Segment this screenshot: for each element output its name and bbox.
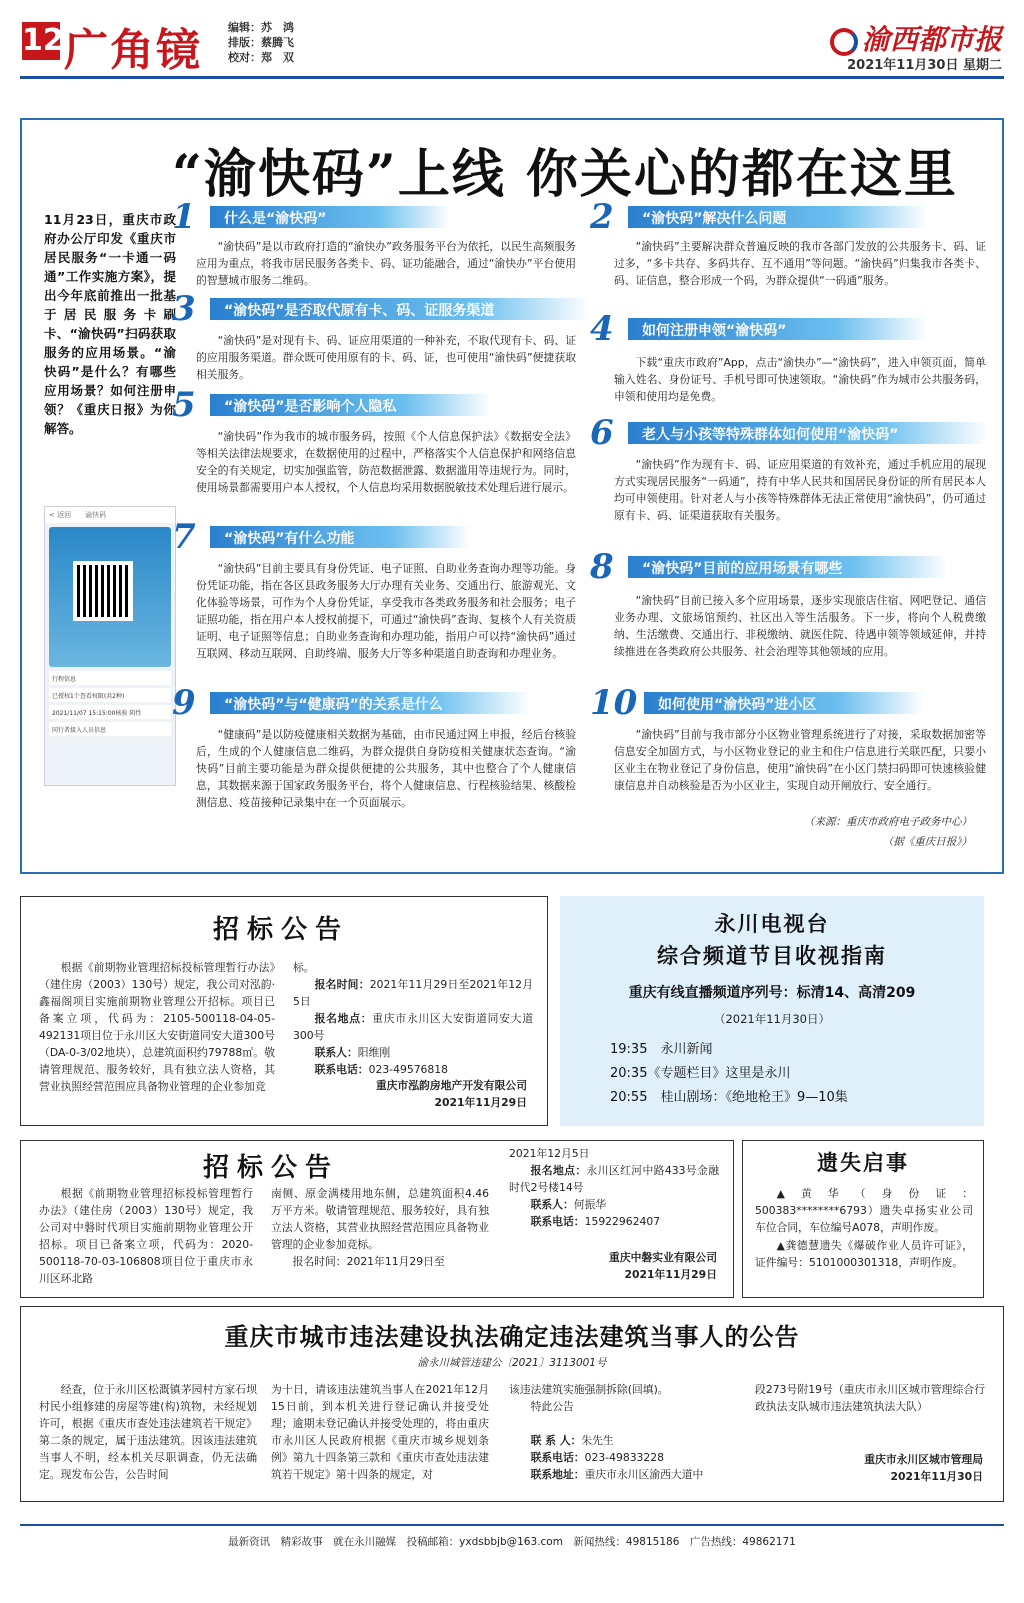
question-number: 5	[172, 385, 196, 425]
registration-place: 重庆市永川区大安街道同安大道300号	[293, 1012, 534, 1042]
tv-title: 永川电视台	[714, 912, 830, 936]
question-1	[172, 197, 450, 237]
question-7	[172, 517, 470, 557]
answer-10: “渝快码”目前与我市部分小区物业管理系统进行了对接，采取数据加密等信息安全加固方式，与小区物业登记的业主和住户信息进行关联匹配，只要小区业主在物业登记了身份信息，使用“渝快码”在小区门禁扫码即可快速核验健康信息并自动核验是否为小区业主，实现自动开闸放行、安全通行。	[614, 728, 986, 792]
tender-signature	[376, 1077, 527, 1111]
question-5	[172, 385, 490, 425]
qr-code-icon	[73, 561, 133, 621]
question-6	[590, 413, 988, 453]
question-4	[590, 309, 928, 349]
answer-5: “渝快码”作为我市的城市服务码，按照《个人信息保护法》《数据安全法》等相关法律法规要求，在数据使用的过程中，严格落实个人信息保护和网络信息安全的有关规定，切实加强监管，防范数据泄露、数据滥用等违规行为。同时，使用场景都需要用户本人授权，个人信息均采用数据脱敏技术处理后进行展示。	[196, 430, 576, 494]
tv-program: 19:35 永川新闻	[610, 1042, 713, 1057]
answer-3: “渝快码”是对现有卡、码、证应用渠道的一种补充，不取代现有卡、码、证的应用服务渠道。群众既可使用原有的卡、码、证，也可使用“渝快码”便捷获取相关服务。	[196, 334, 576, 381]
answer-1: “渝快码”是以市政府打造的“渝快办”政务服务平台为依托，以民生高频服务应用为重点，将我市居民服务各类卡、码、证功能融合，通过“渝快办”平台使用的智慧城市服务二维码。	[196, 240, 576, 287]
tender-body-cont	[271, 1185, 489, 1270]
question-text: “渝快码”解决什么问题	[628, 206, 928, 228]
contact-name: 朱先生	[581, 1434, 614, 1447]
footer-info: 最新资讯 精彩故事 就在永川融媒 投稿邮箱：yxdsbbjb@163.com 新闻热线：49815186 广告热线：49862171	[228, 1536, 796, 1548]
question-3	[172, 289, 590, 329]
source-credit: （据《重庆日报》）	[882, 836, 972, 848]
contact-name: 何振华	[573, 1198, 607, 1211]
page-number: 12	[22, 23, 64, 58]
feature-article	[20, 118, 1004, 874]
question-number: 4	[590, 309, 614, 349]
tender-title: 招标公告	[213, 915, 350, 945]
notice-date: 2021年11月30日	[890, 1470, 983, 1483]
app-header	[45, 507, 175, 523]
tv-subtitle: 综合频道节目收视指南	[657, 944, 887, 968]
tv-guide	[560, 896, 984, 1126]
answer-9: “健康码”是以防疫健康相关数据为基础，由市民通过网上申报，经后台核验后，生成的个人健康信息二维码，为群众提供自身防疫相关健康状态查询。“渝快码”目前主要功能是为群众提供便捷的公共服务，其中也整合了个人健康信息，其数据来源于国家政务服务平台，将个人健康信息、行程核验结果、核酸检测信息、疫苗接种记录集中在一个页面展示。	[196, 728, 576, 809]
tender-body-2: 南侧、原金满楼用地东侧，总建筑面积4.46万平方米。敬请管理规范、服务较好，具有独立法人资格，其营业执照经营范围应具备物业管理的企业参加竞标。	[271, 1187, 489, 1251]
header-rule	[20, 76, 1004, 79]
tender-body: 根据《前期物业管理招标投标管理暂行办法》（建住房（2003）130号）规定，我公司对中磐时代项目实施前期物业管理公开招标。项目已备案立项，代码为：2020-500118-70-03-106808项目位于重庆市永川区环北路	[39, 1187, 253, 1285]
notice-body-cont: 为十日，请该违法建筑当事人在2021年12月15日前，到本机关进行登记确认并接受处理；逾期未登记确认并接受处理的，将由重庆市永川区人民政府根据《重庆市城乡规划条例》第九十四条第三款和《重庆市查处违法建筑若干规定》第十四条的规定，对	[271, 1383, 489, 1481]
question-number: 8	[590, 547, 614, 587]
place-label: 报名地点：	[314, 1012, 373, 1025]
contact-name: 阳维刚	[357, 1046, 391, 1059]
question-10	[590, 683, 924, 723]
answer-2: “渝快码”主要解决群众普遍反映的我市各部门发放的公共服务卡、码、证过多，“多卡共存、多码共存、互不通用”等问题。“渝快码”归集我市各类卡、码、证信息，整合形成一个码，为群众提供“一码通”服务。	[614, 240, 986, 287]
question-text: “渝快码”目前的应用场景有哪些	[628, 556, 948, 578]
question-2	[590, 197, 928, 237]
contact-label: 联系人：	[530, 1198, 574, 1211]
lost-notice	[742, 1140, 984, 1298]
question-text: 如何使用“渝快码”进小区	[644, 692, 924, 714]
feature-intro: 11月23日，重庆市政府办公厅印发《重庆市居民服务“一卡通一码通”工作实施方案》，提出今年底前推出一批基于居民服务卡刷卡、“渝快码”扫码获取服务的应用场景。“渝快码”是什么？有哪些应用场景？如何注册申领？《重庆日报》为你解答。	[44, 212, 176, 436]
question-text: 什么是“渝快码”	[210, 206, 450, 228]
answer-6: “渝快码”作为现有卡、码、证应用渠道的有效补充，通过手机应用的展现方式实现居民服务“一码通”，持有中华人民共和国居民身份证的所有居民本人均可申领使用。针对老人与小孩等特殊群体无法正常使用“渝快码”，仍可通过原有卡、码、证渠道获取有关服务。	[614, 458, 986, 522]
question-number: 2	[590, 197, 614, 237]
app-row: 同行者接入人员信息	[49, 722, 171, 736]
org-name: 重庆市永川区城市管理局	[864, 1453, 983, 1466]
company-name: 重庆市泓韵房地产开发有限公司	[375, 1079, 527, 1092]
app-row: 行程信息	[49, 671, 171, 685]
company-name: 重庆中磐实业有限公司	[609, 1251, 717, 1264]
contact-label: 联 系 人：	[530, 1434, 582, 1447]
registration-time: 2021年11月29日至2021年12月5日	[293, 978, 533, 1008]
question-number: 9	[172, 683, 196, 723]
app-row: 已授权1个查看权限(共2种)	[49, 688, 171, 702]
contact-address: 重庆市永川区渝西大道中	[584, 1468, 704, 1481]
contact-phone: 023-49833228	[584, 1451, 665, 1464]
tv-date: （2021年11月30日）	[713, 1012, 831, 1026]
notice-address-cont: 段273号附19号（重庆市永川区城市管理综合行政执法支队城市违法建筑执法大队）	[755, 1383, 985, 1413]
question-number: 1	[172, 197, 196, 237]
question-text: 老人与小孩等特殊群体如何使用“渝快码”	[628, 422, 988, 444]
tv-channel: 重庆有线直播频道序列号：标清14、高清209	[628, 985, 916, 1001]
place-label: 报名地点：	[530, 1164, 587, 1177]
notice-title: 重庆市城市违法建设执法确定违法建筑当事人的公告	[224, 1322, 800, 1351]
time-label: 报名时间：	[314, 978, 370, 991]
app-qr-card	[49, 527, 171, 667]
app-title: 渝快码	[85, 511, 107, 519]
issue-date: 2021年11月30日 星期二	[847, 58, 1002, 73]
question-number: 7	[172, 517, 196, 557]
tv-program: 20:55 桂山剧场：《绝地枪王》9—10集	[610, 1090, 848, 1105]
question-number: 3	[172, 289, 196, 329]
contact-phone: 023-49576818	[368, 1063, 449, 1076]
source-credit: （来源：重庆市政府电子政务中心）	[804, 816, 972, 828]
editor-credits	[228, 20, 294, 65]
address-label: 联系地址：	[530, 1468, 585, 1481]
layout-line: 排版：蔡腾飞	[228, 36, 294, 49]
notice-body: 经查，位于永川区松溉镇茅园村方家石坝村民小组修建的房屋等建(构)筑物，未经规划许可，根据《重庆市查处违法建筑若干规定》第二条的规定，属于违法建筑。因该违法建筑当事人不明，经本机关尽职调查，仍无法确定。现发布公告，公告时间	[39, 1383, 257, 1481]
notice-date: 2021年11月29日	[624, 1268, 717, 1281]
registration-place: 永川区红河中路433号金融时代2号楼14号	[509, 1164, 720, 1194]
app-back: < 返回	[49, 511, 72, 519]
question-text: “渝快码”有什么功能	[210, 526, 470, 548]
tender-body: 根据《前期物业管理招标投标管理暂行办法》（建住房（2003）130号）规定，我公司对泓韵·鑫福阁项目实施前期物业管理公开招标。项目已备案立项，代码为：2105-500118-04-05-492131项目位于永川区大安街道同安大道300号（DA-0-3/02地块），总建筑面积约79788㎡。敬请管理规范、服务较好，具有独立法人资格，其营业执照经营范围应具备物业管理的企业参加竞	[39, 961, 275, 1093]
tender-details	[293, 959, 533, 1078]
footer-rule	[20, 1524, 1004, 1526]
editor-line: 编辑：苏 鸿	[228, 21, 294, 34]
section-title: 广角镜	[64, 25, 202, 76]
notice-body-end: 该违法建筑实施强制拆除(回填)。	[509, 1383, 669, 1396]
tender-details	[509, 1145, 719, 1230]
tender-body-cont: 标。	[293, 961, 315, 974]
special-notice: 特此公告	[530, 1400, 574, 1413]
masthead	[0, 0, 1024, 80]
question-text: 如何注册申领“渝快码”	[628, 318, 928, 340]
question-text: “渝快码”是否影响个人隐私	[210, 394, 490, 416]
paper-logo	[830, 18, 1002, 58]
question-8	[590, 547, 948, 587]
tv-program: 20:35《专题栏目》这里是永川	[610, 1066, 791, 1081]
feature-title: “渝快码”上线 你关心的都在这里	[172, 144, 958, 205]
lost-item: ▲黄华（身份证：500383********6793）遗失卓扬实业公司车位合同，车位编号A078，声明作废。	[755, 1187, 973, 1234]
question-9	[172, 683, 530, 723]
document-number: 渝永川城管违建公〔2021〕3113001号	[417, 1357, 607, 1369]
notice-signature	[864, 1451, 983, 1485]
illegal-building-notice	[20, 1306, 1004, 1502]
answer-7: “渝快码”目前主要具有身份凭证、电子证照、自助业务查询办理等功能。身份凭证功能，指在各区县政务服务大厅办理有关业务、交通出行、旅游观光、文化体验等场景，可作为个人身份凭证，享受我市各类政务服务和社会服务；电子证照功能，指在用户本人授权前提下，可通过“渝快码”查询、复核个人有关资质证明、电子证照等信息；自助业务查询和办理功能，指用户可以持“渝快码”通过互联网、移动互联网、自助终端、服务大厅等多种渠道自助查询和办理业务。	[196, 562, 576, 660]
contact-phone: 15922962407	[584, 1215, 661, 1228]
phone-label: 联系电话：	[530, 1215, 585, 1228]
registration-time-end: 2021年12月5日	[509, 1147, 590, 1160]
contact-label: 联系人：	[314, 1046, 358, 1059]
answer-8: “渝快码”目前已接入多个应用场景，逐步实现旅店住宿、网吧登记、通信业务办理、文旅场馆预约、社区出入等生活服务。下一步，将向个人税费缴纳、生活缴费、交通出行、非税缴纳、就医住院、待遇申领等领域延伸，并持续推进在各类政府公共服务、社会治理等其他领域的应用。	[614, 594, 986, 658]
tender-notice-2	[20, 1140, 734, 1298]
paper-name: 渝西都市报	[861, 23, 1002, 56]
app-screenshot	[44, 506, 176, 786]
question-number: 6	[590, 413, 614, 453]
tender-signature	[609, 1249, 717, 1283]
notice-date: 2021年11月29日	[434, 1096, 527, 1109]
registration-time: 报名时间：2021年11月29日至	[292, 1255, 445, 1268]
tender-notice-1	[20, 896, 548, 1126]
phone-label: 联系电话：	[314, 1063, 369, 1076]
question-text: “渝快码”与“健康码”的关系是什么	[210, 692, 530, 714]
lost-item: ▲龚德慧遗失《爆破作业人员许可证》，证件编号：5101000301318，声明作废。	[755, 1239, 973, 1269]
question-text: “渝快码”是否取代原有卡、码、证服务渠道	[210, 298, 590, 320]
notice-details	[509, 1381, 739, 1483]
tender-title: 招标公告	[203, 1153, 340, 1183]
question-number: 10	[590, 683, 638, 723]
phone-label: 联系电话：	[530, 1451, 585, 1464]
paper-logo-icon	[830, 28, 858, 56]
proof-line: 校对：郑 双	[228, 51, 294, 64]
lost-title: 遗失启事	[817, 1151, 909, 1175]
app-row: 2021/11/07 15:15:00核验 阴性	[49, 705, 171, 719]
answer-4: 下载“重庆市政府”App，点击“渝快办”—“渝快码”，进入申领页面，简单输入姓名、身份证号、手机号即可快速领取。“渝快码”作为城市公共服务码，申领和使用均是免费。	[614, 356, 986, 403]
